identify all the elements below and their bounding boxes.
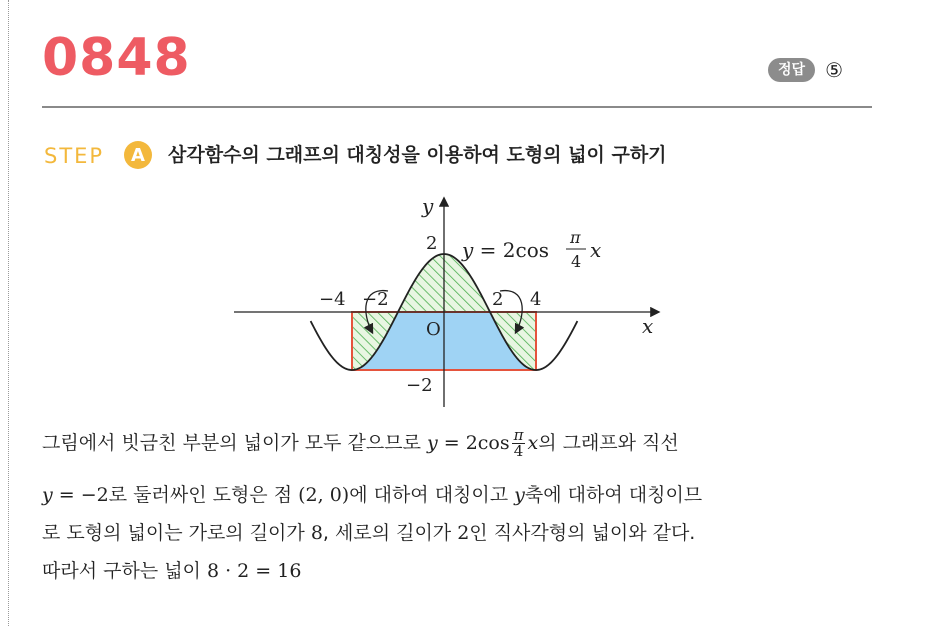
- text-span: 에 대하여 대칭이고: [349, 484, 515, 506]
- tick-x-neg4: −4: [319, 289, 346, 310]
- origin-label: O: [426, 319, 441, 340]
- text-span: 로 도형의 넓이는 가로의 길이가: [42, 522, 311, 544]
- math-x: x: [527, 432, 539, 454]
- answer-badge: 정답: [768, 58, 815, 82]
- text-span: 따라서 구하는 넓이: [42, 560, 207, 582]
- frac-num: π: [513, 426, 524, 444]
- explanation-line-3: [42, 518, 695, 548]
- math-y: y: [514, 484, 525, 506]
- fraction-pi-over-4: [512, 428, 526, 459]
- frac-den: 4: [513, 442, 524, 460]
- text-span: 로 둘러싸인 도형은 점: [108, 484, 299, 506]
- tick-x-2: 2: [492, 289, 504, 310]
- math-8: 8: [310, 522, 323, 544]
- tick-y-neg2: −2: [406, 375, 433, 396]
- text-span: 축에 대하여 대칭이므: [524, 484, 703, 506]
- math-expression: 8 · 2 = 16: [206, 560, 302, 582]
- curve-label-den: 4: [571, 252, 582, 271]
- curve-label-var: x: [590, 238, 602, 262]
- curve-label-num: π: [570, 228, 581, 247]
- tick-x-neg2: −2: [362, 289, 389, 310]
- math-y: y: [426, 432, 438, 454]
- y-axis-label: y: [422, 195, 434, 218]
- header-divider: [42, 106, 872, 108]
- explanation-line-4: [42, 556, 301, 586]
- step-badge: A: [124, 141, 152, 169]
- text-span: 인 직사각형의 넓이와 같다.: [469, 522, 696, 544]
- math-eq: = 2cos: [437, 432, 510, 454]
- problem-number: 0848: [42, 28, 191, 88]
- math-2: 2: [457, 522, 470, 544]
- text-span: 그림에서 빗금친 부분의 넓이가 모두 같으므로: [42, 432, 427, 454]
- math-eq: = −2: [52, 484, 109, 506]
- math-point: (2, 0): [298, 484, 350, 506]
- step-label: STEP: [44, 144, 105, 168]
- answer-group: [768, 58, 843, 82]
- explanation-line-1: [42, 428, 679, 458]
- math-y: y: [42, 484, 53, 506]
- curve-label-lhs: y = 2cos: [462, 238, 550, 262]
- text-span: 의 그래프와 직선: [538, 432, 679, 454]
- explanation-line-2: [42, 480, 702, 510]
- tick-x-4: 4: [530, 289, 542, 310]
- cosine-graph-figure: [230, 195, 670, 415]
- text-span: , 세로의 길이가: [322, 522, 458, 544]
- margin-dotted-line: [8, 0, 9, 626]
- x-axis-label: x: [642, 314, 654, 338]
- step-title: 삼각함수의 그래프의 대칭성을 이용하여 도형의 넓이 구하기: [168, 144, 667, 166]
- answer-value: ⑤: [825, 58, 843, 82]
- tick-y-2: 2: [426, 233, 438, 254]
